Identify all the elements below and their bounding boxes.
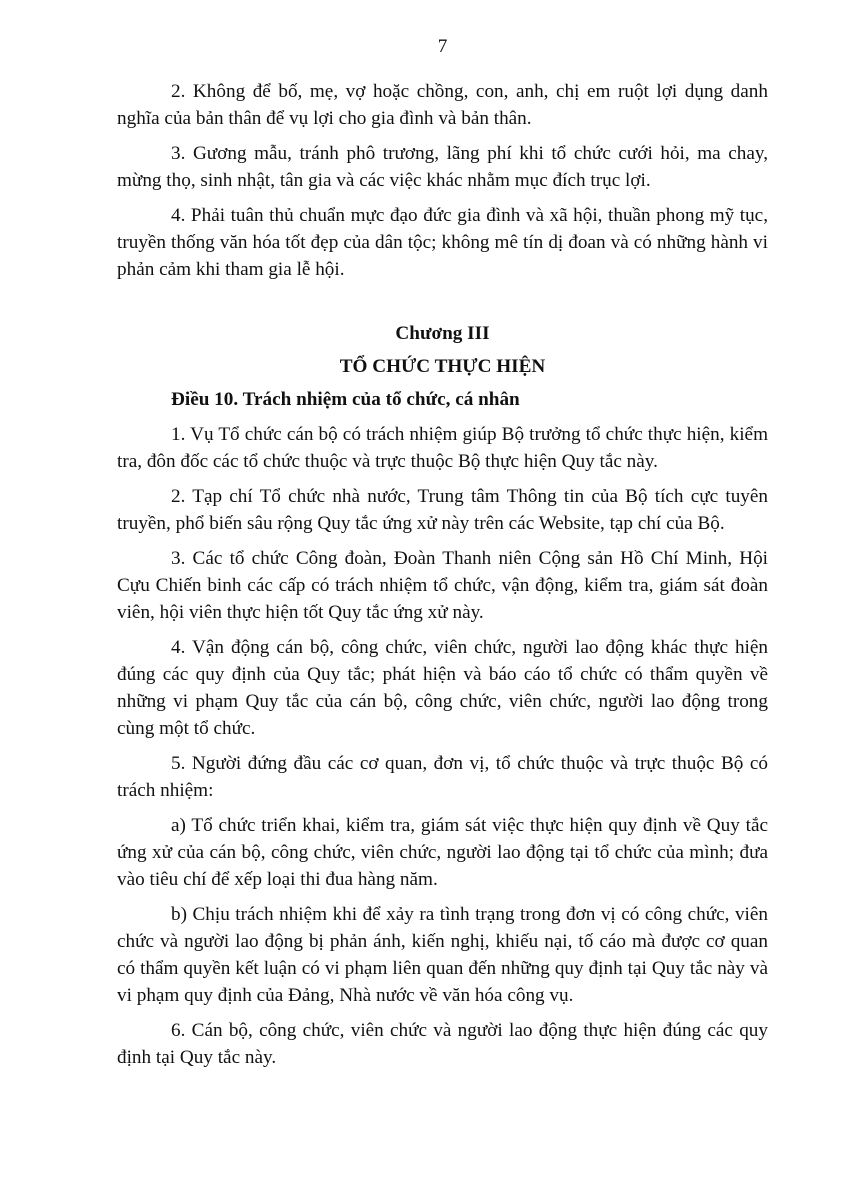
paragraph: 3. Gương mẫu, tránh phô trương, lãng phí khi tổ chức cưới hỏi, ma chay, mừng thọ, sinh nhật, tân gia và các việc khác nhằm mục đích trục lợi. bbox=[117, 143, 768, 191]
article-heading: Điều 10. Trách nhiệm của tổ chức, cá nhân bbox=[171, 389, 520, 410]
paragraph: 5. Người đứng đầu các cơ quan, đơn vị, tổ chức thuộc và trực thuộc Bộ có trách nhiệm: bbox=[117, 753, 768, 801]
paragraph: 6. Cán bộ, công chức, viên chức và người lao động thực hiện đúng các quy định tại Quy tắc này. bbox=[117, 1020, 768, 1068]
paragraph: b) Chịu trách nhiệm khi để xảy ra tình trạng trong đơn vị có công chức, viên chức và người lao động bị phản ánh, kiến nghị, khiếu nại, tố cáo mà được cơ quan có thẩm quyền kết luận có vi phạm liên quan đến những quy định tại Quy tắc này và vi phạm quy định của Đảng, Nhà nước về văn hóa công vụ. bbox=[117, 904, 768, 1006]
paragraph: 3. Các tổ chức Công đoàn, Đoàn Thanh niên Cộng sản Hồ Chí Minh, Hội Cựu Chiến binh các cấp có trách nhiệm tổ chức, vận động, kiểm tra, giám sát đoàn viên, hội viên thực hiện tốt Quy tắc ứng xử này. bbox=[117, 548, 768, 623]
page-number: 7 bbox=[437, 36, 448, 57]
paragraph: 4. Vận động cán bộ, công chức, viên chức, người lao động khác thực hiện đúng các quy định của Quy tắc; phát hiện và báo cáo tổ chức có thẩm quyền về những vi phạm Quy tắc của cán bộ, công chức, viên chức, người lao động trong cùng một tổ chức. bbox=[117, 637, 768, 739]
chapter-number: Chương III bbox=[395, 323, 490, 344]
paragraph: 2. Không để bố, mẹ, vợ hoặc chồng, con, anh, chị em ruột lợi dụng danh nghĩa của bản thân để vụ lợi cho gia đình và bản thân. bbox=[117, 81, 768, 129]
paragraph: 1. Vụ Tổ chức cán bộ có trách nhiệm giúp Bộ trưởng tổ chức thực hiện, kiểm tra, đôn đốc các tổ chức thuộc và trực thuộc Bộ thực hiện Quy tắc này. bbox=[117, 424, 768, 472]
paragraph: 4. Phải tuân thủ chuẩn mực đạo đức gia đình và xã hội, thuần phong mỹ tục, truyền thống văn hóa tốt đẹp của dân tộc; không mê tín dị đoan và có những hành vi phản cảm khi tham gia lễ hội. bbox=[117, 205, 768, 280]
paragraph: a) Tổ chức triển khai, kiểm tra, giám sát việc thực hiện quy định về Quy tắc ứng xử của cán bộ, công chức, viên chức, người lao động tại tổ chức của mình; đưa vào tiêu chí để xếp loại thi đua hàng năm. bbox=[117, 815, 768, 890]
paragraph: 2. Tạp chí Tổ chức nhà nước, Trung tâm Thông tin của Bộ tích cực tuyên truyền, phổ biến sâu rộng Quy tắc ứng xử này trên các Website, tạp chí của Bộ. bbox=[117, 486, 768, 534]
chapter-title: TỔ CHỨC THỰC HIỆN bbox=[339, 356, 546, 377]
